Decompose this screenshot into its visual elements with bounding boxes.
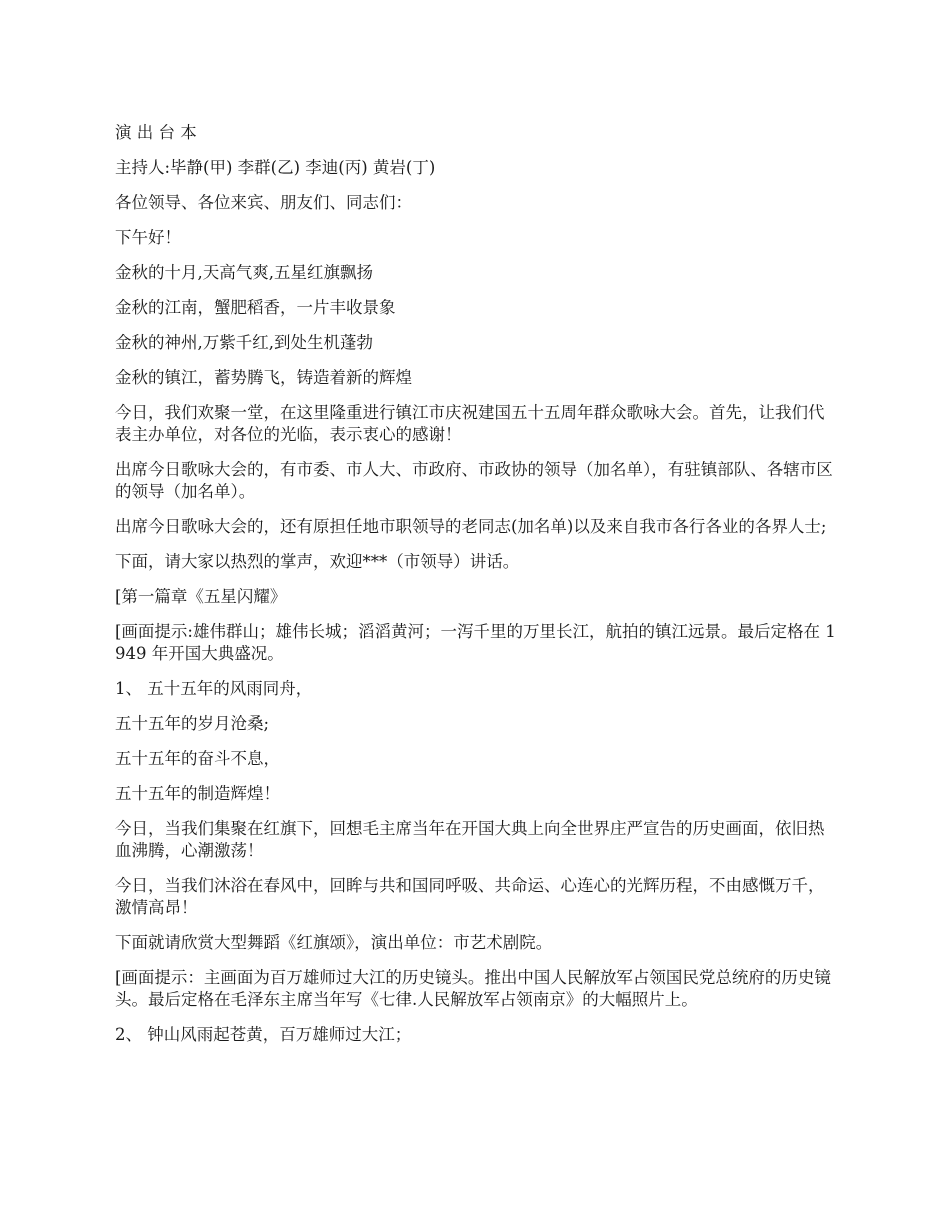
verse-line: 2、 钟山风雨起苍黄，百万雄师过大江； [115, 1025, 412, 1044]
verse-line: 五十五年的奋斗不息， [115, 749, 280, 768]
body-paragraph: 下面就请欣赏大型舞蹈《红旗颂》，演出单位：市艺术剧院。 [115, 933, 553, 952]
verse-line: 1、 五十五年的风雨同舟， [115, 679, 313, 698]
scene-note: [画面提示:雄伟群山；雄伟长城；滔滔黄河；一泻千里的万里长江，航拍的镇江远景。最后定格在 1949 年开国大典盛况。 [115, 622, 836, 663]
verse-line: 金秋的神州,万紫千红,到处生机蓬勃 [115, 333, 373, 352]
greeting-line: 各位领导、各位来宾、朋友们、同志们： [115, 193, 412, 212]
body-paragraph: 出席今日歌咏大会的，有市委、市人大、市政府、市政协的领导（加名单），有驻镇部队、各辖市区的领导（加名单）。 [115, 460, 833, 501]
verse-line: 金秋的十月,天高气爽,五星红旗飘扬 [115, 263, 373, 282]
body-paragraph: 今日，当我们集聚在红旗下，回想毛主席当年在开国大典上向全世界庄严宣告的历史画面，依旧热血沸腾，心潮激荡！ [115, 819, 825, 860]
verse-line: 金秋的江南，蟹肥稻香，一片丰收景象 [115, 298, 396, 317]
verse-line: 五十五年的岁月沧桑; [115, 714, 270, 733]
body-paragraph: 下面，请大家以热烈的掌声，欢迎***（市领导）讲话。 [115, 552, 520, 571]
body-paragraph: 今日，当我们沐浴在春风中，回眸与共和国同呼吸、共命运、心连心的光辉历程，不由感慨万千，激情高昂！ [115, 876, 825, 917]
document-body [115, 122, 840, 1059]
scene-note: [画面提示：主画面为百万雄师过大江的历史镜头。推出中国人民解放军占领国民党总统府的历史镜头。最后定格在毛泽东主席当年写《七律.人民解放军占领南京》的大幅照片上。 [115, 968, 831, 1009]
verse-line: 五十五年的制造辉煌！ [115, 784, 280, 803]
document-title: 演 出 台 本 [115, 123, 197, 142]
chapter-heading: [第一篇章《五星闪耀》 [115, 587, 287, 606]
verse-line: 金秋的镇江，蓄势腾飞，铸造着新的辉煌 [115, 368, 412, 387]
body-paragraph: 今日，我们欢聚一堂，在这里隆重进行镇江市庆祝建国五十五周年群众歌咏大会。首先，让我们代表主办单位，对各位的光临，表示衷心的感谢！ [115, 403, 825, 444]
hosts-line: 主持人:毕静(甲) 李群(乙) 李迪(丙) 黄岩(丁) [115, 158, 436, 177]
body-paragraph: 出席今日歌咏大会的，还有原担任地市职领导的老同志(加名单)以及来自我市各行各业的各界人士; [115, 517, 827, 536]
greeting-afternoon: 下午好！ [115, 228, 181, 247]
